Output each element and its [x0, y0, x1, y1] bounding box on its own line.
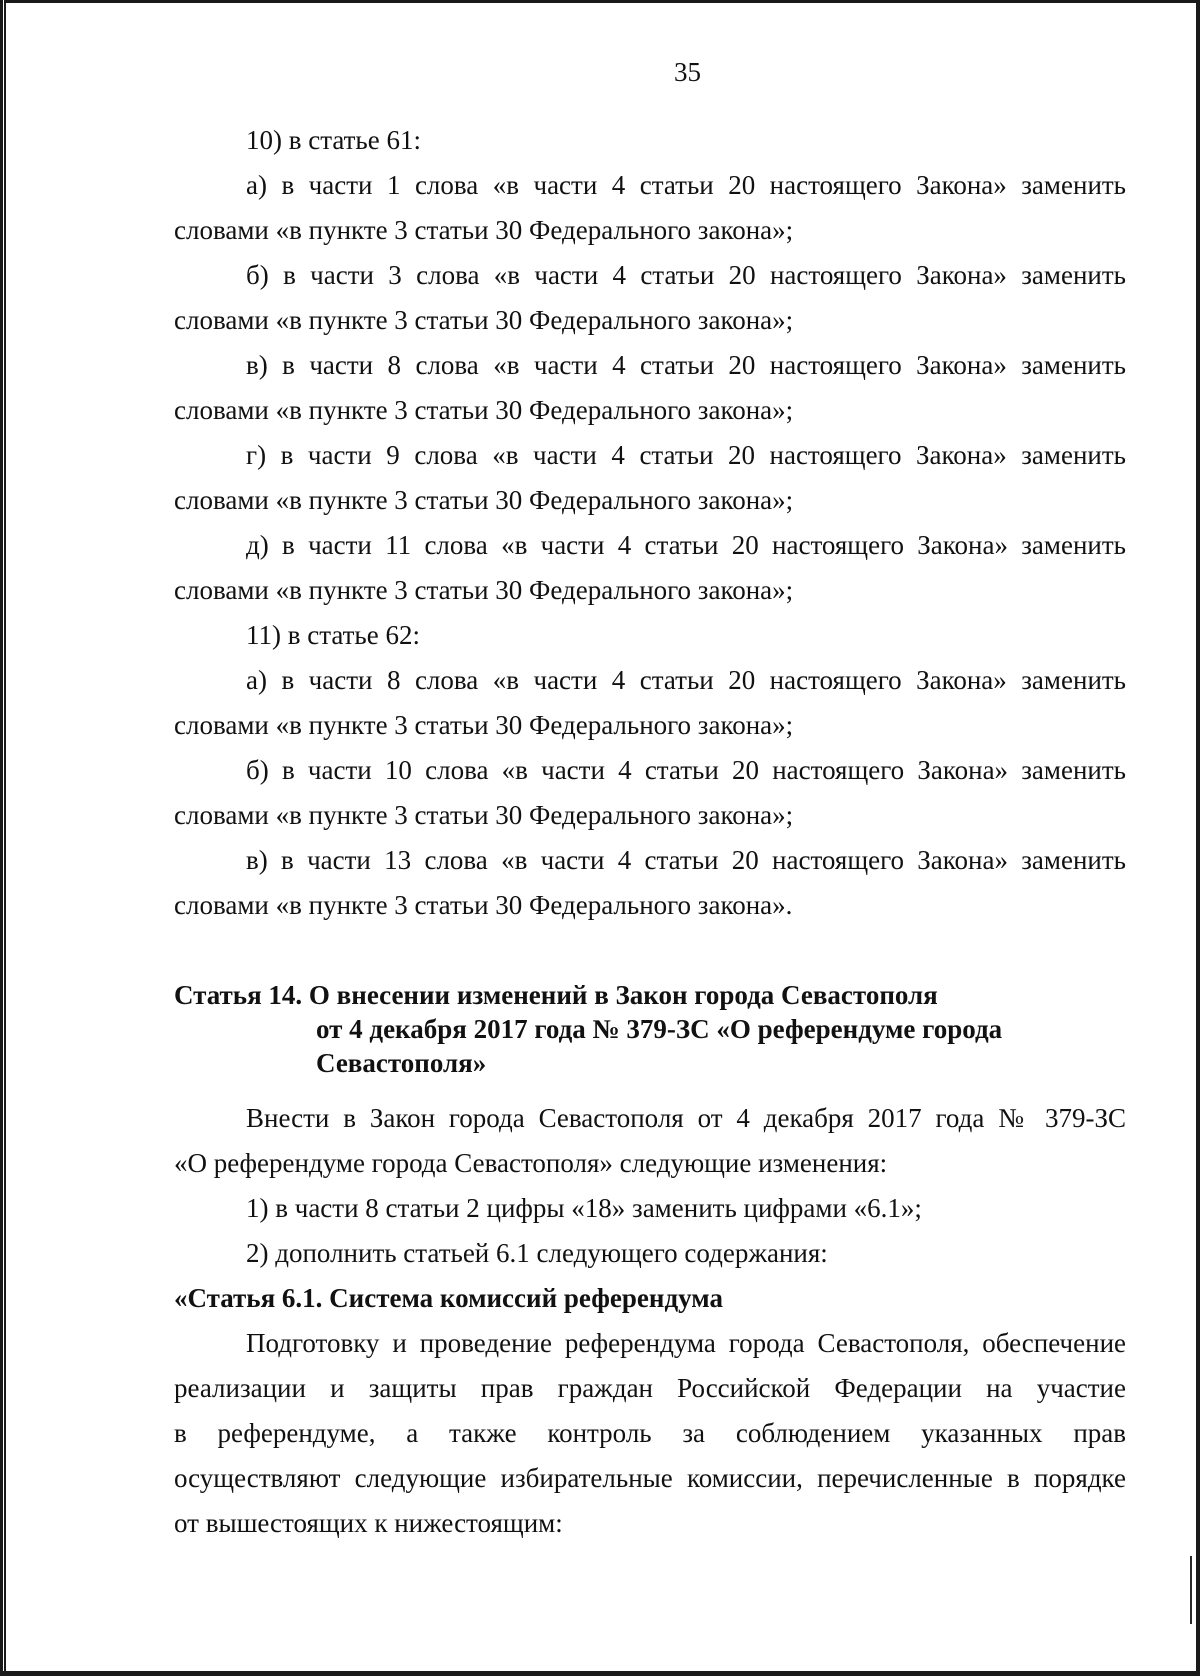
subitem-line: словами «в пункте 3 статьи 30 Федерального закона»; [174, 485, 794, 515]
subitem-line: б) в части 10 слова «в части 4 статьи 20 настоящего Закона» заменить [246, 755, 1126, 785]
subitem-10a [174, 163, 1126, 253]
subitem-line: словами «в пункте 3 статьи 30 Федерального закона»; [174, 395, 794, 425]
subitem-line: словами «в пункте 3 статьи 30 Федерального закона»; [174, 575, 794, 605]
paragraph-line: осуществляют следующие избирательные комиссии, перечисленные в порядке [174, 1463, 1126, 1493]
new-article-paragraph [174, 1321, 1126, 1546]
subitem-line: а) в части 8 слова «в части 4 статьи 20 настоящего Закона» заменить [246, 665, 1126, 695]
page-number: 35 [674, 57, 701, 87]
subitem-line: словами «в пункте 3 статьи 30 Федерального закона»; [174, 305, 794, 335]
subitem-10v [174, 343, 1126, 433]
subitem-line: словами «в пункте 3 статьи 30 Федерального закона». [174, 890, 793, 920]
subitem-line: д) в части 11 слова «в части 4 статьи 20 настоящего Закона» заменить [246, 530, 1126, 560]
scan-border-bottom [0, 1671, 1200, 1676]
list-item-10: 10) в статье 61: [246, 125, 421, 155]
list-item-1: 1) в части 8 статьи 2 цифры «18» заменить цифрами «6.1»; [246, 1193, 922, 1223]
scan-border-top [0, 0, 1200, 3]
heading-line: Статья 14. О внесении изменений в Закон города Севастополя [174, 980, 938, 1010]
paragraph-line: от вышестоящих к нижестоящим: [174, 1508, 563, 1538]
heading-line: Севастополя» [316, 1048, 487, 1078]
subitem-line: в) в части 13 слова «в части 4 статьи 20 настоящего Закона» заменить [246, 845, 1126, 875]
intro-line: Внести в Закон города Севастополя от 4 декабря 2017 года № 379-ЗС [246, 1103, 1126, 1133]
subitem-10g [174, 433, 1126, 523]
subitem-line: словами «в пункте 3 статьи 30 Федерального закона»; [174, 710, 794, 740]
subitem-10b [174, 253, 1126, 343]
subitem-line: словами «в пункте 3 статьи 30 Федерального закона»; [174, 800, 794, 830]
heading-line: от 4 декабря 2017 года № 379-ЗС «О референдуме города [316, 1014, 1003, 1044]
subitem-line: б) в части 3 слова «в части 4 статьи 20 настоящего Закона» заменить [246, 260, 1126, 290]
scan-border-left [0, 0, 6, 1676]
article-14-body [174, 1096, 1126, 1546]
intro-line: «О референдуме города Севастополя» следующие изменения: [174, 1148, 888, 1178]
list-item-2: 2) дополнить статьей 6.1 следующего содержания: [246, 1238, 828, 1268]
subitem-11a [174, 658, 1126, 748]
subitem-11v [174, 838, 1126, 928]
subitem-line: в) в части 8 слова «в части 4 статьи 20 настоящего Закона» заменить [246, 350, 1126, 380]
subitem-line: словами «в пункте 3 статьи 30 Федерального закона»; [174, 215, 794, 245]
article-14-heading [174, 978, 1126, 1080]
subitem-line: г) в части 9 слова «в части 4 статьи 20 настоящего Закона» заменить [246, 440, 1126, 470]
scan-border-right [1196, 0, 1200, 1676]
list-item-11: 11) в статье 62: [246, 620, 420, 650]
scan-mark [1190, 1556, 1192, 1624]
paragraph-line: Подготовку и проведение референдума города Севастополя, обеспечение [246, 1328, 1126, 1358]
subitem-10d [174, 523, 1126, 613]
new-article-title: «Статья 6.1. Система комиссий референдума [174, 1283, 723, 1313]
subitem-line: а) в части 1 слова «в части 4 статьи 20 настоящего Закона» заменить [246, 170, 1126, 200]
paragraph-line: в референдуме, а также контроль за соблюдением указанных прав [174, 1418, 1126, 1448]
subitem-11b [174, 748, 1126, 838]
paragraph-line: реализации и защиты прав граждан Российской Федерации на участие [174, 1373, 1126, 1403]
document-body [174, 118, 1126, 1546]
